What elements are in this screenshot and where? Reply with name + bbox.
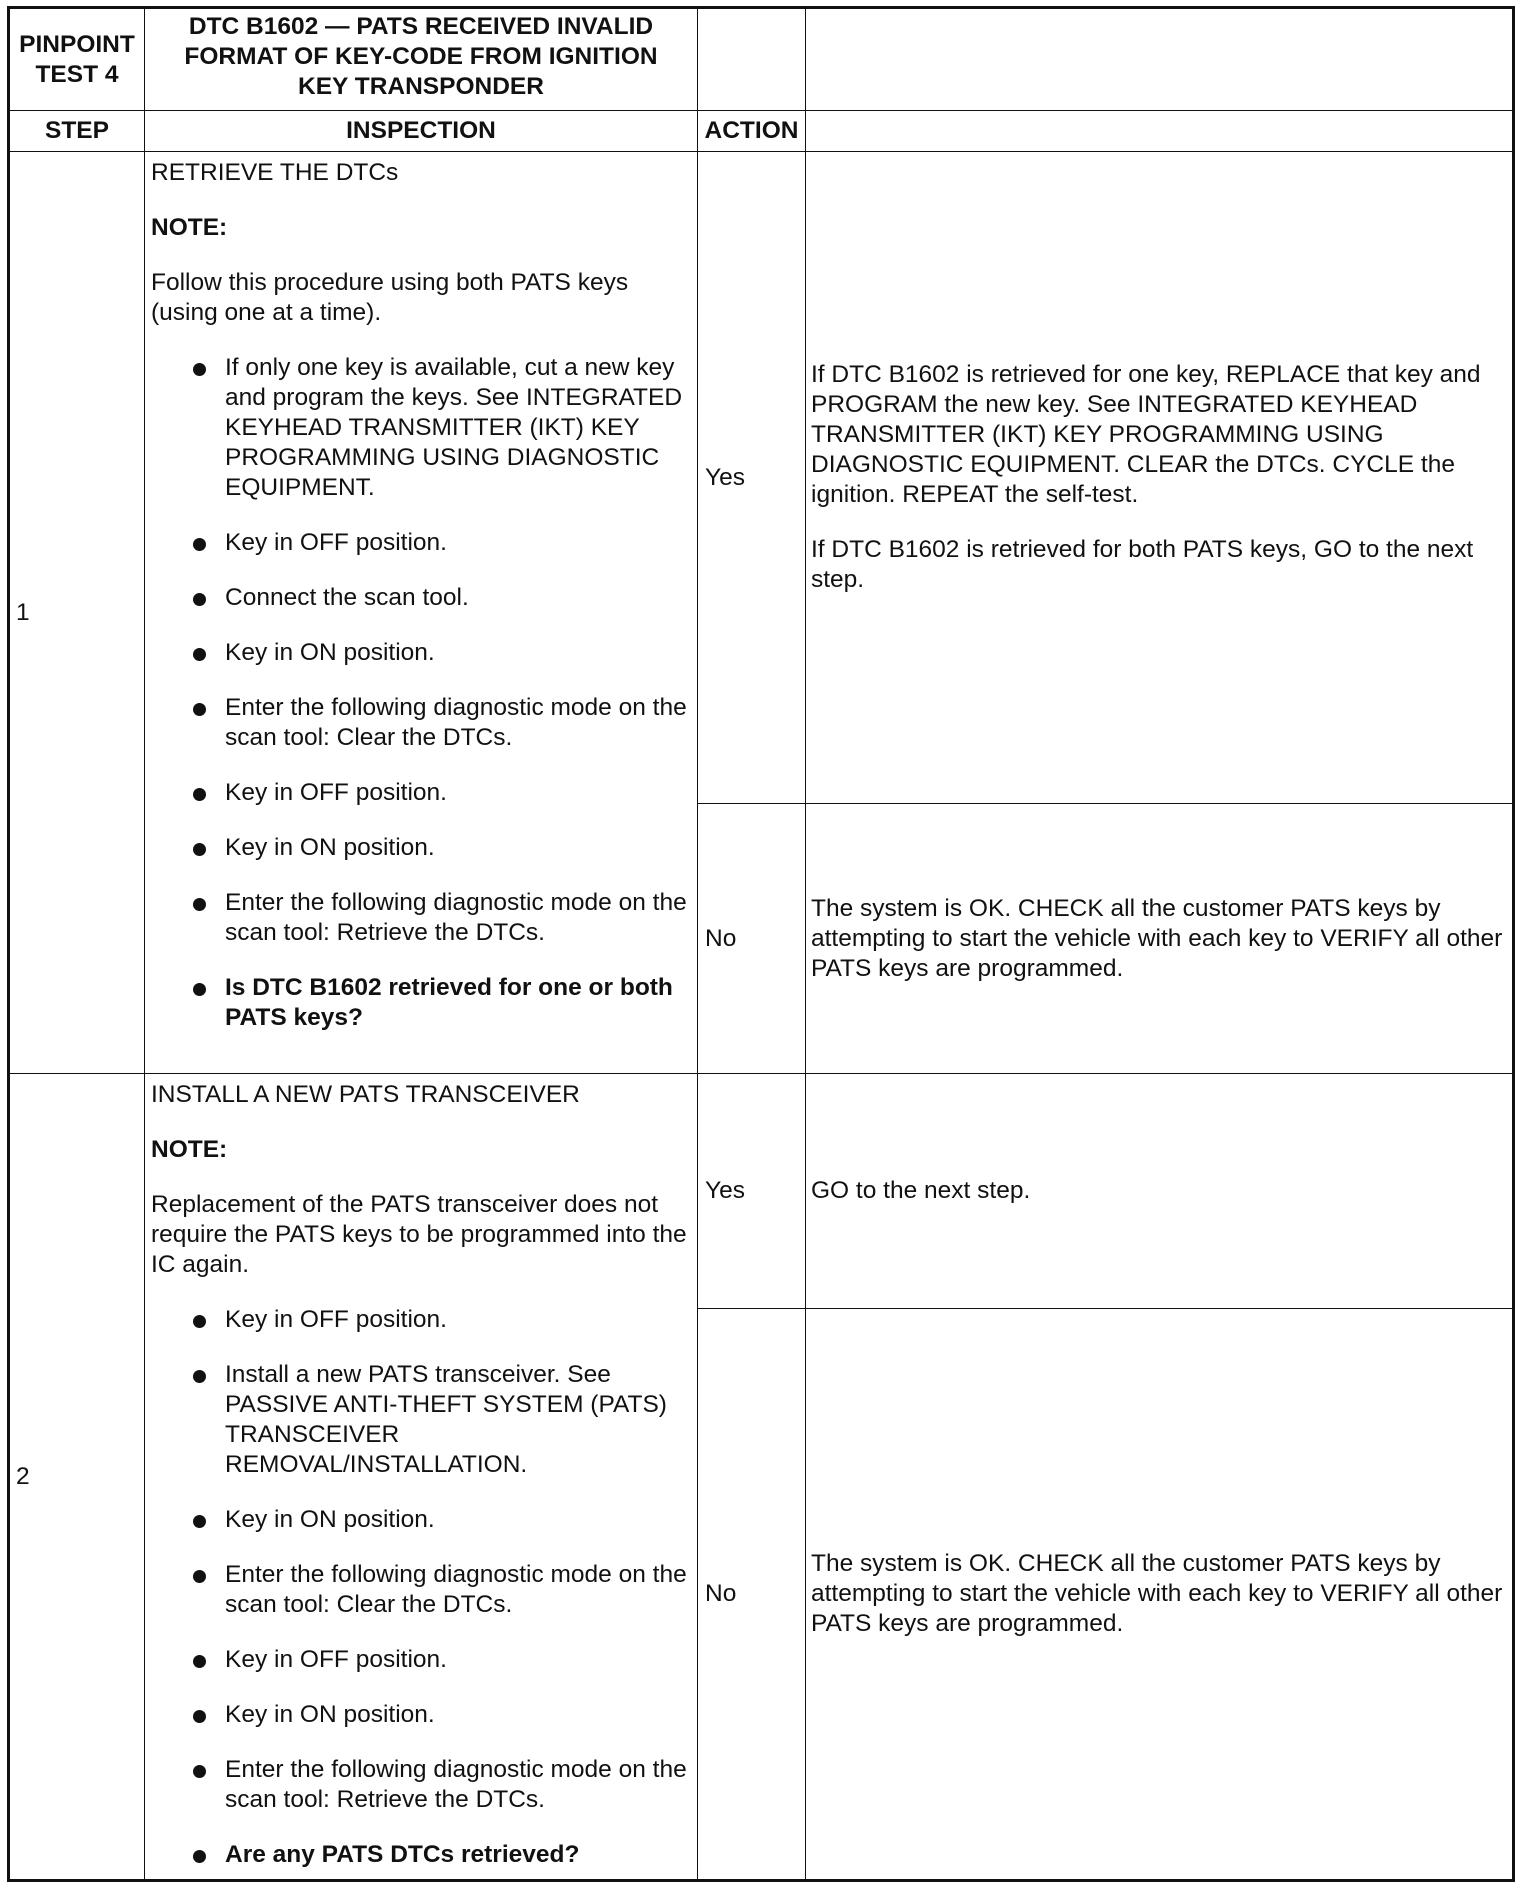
list-item-text: Key in OFF position. <box>225 529 447 556</box>
column-header-row <box>9 111 1514 152</box>
result-text: The system is OK. CHECK all the customer PATS keys by attempting to start the vehicle with each key to VERIFY all other PATS keys are programmed. <box>811 1550 1503 1637</box>
list-item <box>225 1505 687 1535</box>
bullet-icon <box>193 1370 206 1383</box>
list-item <box>225 528 687 558</box>
list-item-text: Key in OFF position. <box>225 1646 447 1673</box>
bullet-icon <box>193 1710 206 1723</box>
list-item-text: Key in OFF position. <box>225 1306 447 1333</box>
action-yes-label: Yes <box>698 1074 806 1309</box>
list-item-text: Key in ON position. <box>225 1701 435 1728</box>
list-item-text: Key in ON position. <box>225 639 435 666</box>
list-item <box>225 353 687 503</box>
list-item <box>225 693 687 753</box>
pinpoint-test-sheet <box>7 6 1512 1868</box>
list-item-text: Enter the following diagnostic mode on the scan tool: Retrieve the DTCs. <box>225 889 687 946</box>
inspection-question <box>225 1840 687 1870</box>
inspection-question <box>225 973 687 1033</box>
bullet-icon <box>193 983 206 996</box>
step-2-inspection <box>145 1074 698 1881</box>
list-item <box>225 1360 687 1480</box>
step-title: RETRIEVE THE DTCs <box>151 159 399 186</box>
step-number: 1 <box>9 152 145 1074</box>
list-item <box>225 1305 687 1335</box>
list-item <box>225 583 687 613</box>
action-no-label: No <box>698 804 806 1074</box>
dtc-title: DTC B1602 — PATS RECEIVED INVALID FORMAT OF KEY-CODE FROM IGNITION KEY TRANSPONDER <box>184 12 658 100</box>
question-text: Is DTC B1602 retrieved for one or both PATS keys? <box>225 974 673 1031</box>
action-no-result <box>806 1309 1514 1881</box>
bullet-icon <box>193 648 206 661</box>
header-empty-cell <box>698 8 806 111</box>
pinpoint-label-cell <box>9 8 145 111</box>
action-yes-result <box>806 1074 1514 1309</box>
dtc-title-cell <box>145 8 698 111</box>
list-item <box>225 638 687 668</box>
list-item <box>225 778 687 808</box>
list-item-text: Key in OFF position. <box>225 779 447 806</box>
step-number: 2 <box>9 1074 145 1881</box>
bullet-icon <box>193 1850 206 1863</box>
list-item-text: Key in ON position. <box>225 834 435 861</box>
test-header-row <box>9 8 1514 111</box>
list-item <box>225 1560 687 1620</box>
question-text: Are any PATS DTCs retrieved? <box>225 1841 580 1868</box>
result-text: GO to the next step. <box>811 1177 1031 1204</box>
list-item-text: Enter the following diagnostic mode on the scan tool: Clear the DTCs. <box>225 1561 687 1618</box>
step-column-header: STEP <box>9 111 145 152</box>
step-1-inspection <box>145 152 698 1074</box>
inspection-column-header: INSPECTION <box>145 111 698 152</box>
list-item-text: Enter the following diagnostic mode on the scan tool: Clear the DTCs. <box>225 694 687 751</box>
pinpoint-test-table <box>7 6 1515 1882</box>
bullet-icon <box>193 1765 206 1778</box>
bullet-icon <box>193 1515 206 1528</box>
inspection-list <box>151 353 687 1033</box>
bullet-icon <box>193 363 206 376</box>
result-column-header <box>806 111 1514 152</box>
bullet-icon <box>193 703 206 716</box>
pinpoint-label: PINPOINT TEST 4 <box>19 30 135 88</box>
list-item-text: Connect the scan tool. <box>225 584 469 611</box>
bullet-icon <box>193 843 206 856</box>
bullet-icon <box>193 898 206 911</box>
note-text: Follow this procedure using both PATS keys (using one at a time). <box>151 269 629 326</box>
bullet-icon <box>193 593 206 606</box>
list-item-text: Enter the following diagnostic mode on the scan tool: Retrieve the DTCs. <box>225 1756 687 1813</box>
list-item-text: Install a new PATS transceiver. See PASSIVE ANTI-THEFT SYSTEM (PATS) TRANSCEIVER REMOVAL/INSTALLATION. <box>225 1361 667 1478</box>
header-empty-cell-2 <box>806 8 1514 111</box>
list-item <box>225 1700 687 1730</box>
result-text: If DTC B1602 is retrieved for one key, REPLACE that key and PROGRAM the new key. See INTEGRATED KEYHEAD TRANSMITTER (IKT) KEY PROGRAMMING USING DIAGNOSTIC EQUIPMENT. CLEAR the DTCs. CYCLE the ignition. REPEAT the self-test. <box>811 361 1481 508</box>
action-no-label: No <box>698 1309 806 1881</box>
inspection-list <box>151 1305 687 1870</box>
list-item <box>225 1755 687 1815</box>
note-label: NOTE: <box>151 1136 228 1163</box>
action-column-header: ACTION <box>698 111 806 152</box>
list-item-text: If only one key is available, cut a new key and program the keys. See INTEGRATED KEYHEAD TRANSMITTER (IKT) KEY PROGRAMMING USING DIAGNOSTIC EQUIPMENT. <box>225 354 683 501</box>
step-1-yes-row <box>9 152 1514 804</box>
bullet-icon <box>193 538 206 551</box>
bullet-icon <box>193 1315 206 1328</box>
step-2-yes-row <box>9 1074 1514 1309</box>
note-text: Replacement of the PATS transceiver does not require the PATS keys to be programmed into the IC again. <box>151 1191 687 1278</box>
list-item <box>225 888 687 948</box>
bullet-icon <box>193 788 206 801</box>
bullet-icon <box>193 1655 206 1668</box>
result-text: The system is OK. CHECK all the customer PATS keys by attempting to start the vehicle with each key to VERIFY all other PATS keys are programmed. <box>811 894 1503 982</box>
result-text: If DTC B1602 is retrieved for both PATS keys, GO to the next step. <box>811 536 1474 593</box>
action-yes-result <box>806 152 1514 804</box>
list-item-text: Key in ON position. <box>225 1506 435 1533</box>
note-label: NOTE: <box>151 214 228 241</box>
step-title: INSTALL A NEW PATS TRANSCEIVER <box>151 1081 580 1108</box>
list-item <box>225 833 687 863</box>
list-item <box>225 1645 687 1675</box>
action-yes-label: Yes <box>698 152 806 804</box>
action-no-result <box>806 804 1514 1074</box>
bullet-icon <box>193 1570 206 1583</box>
